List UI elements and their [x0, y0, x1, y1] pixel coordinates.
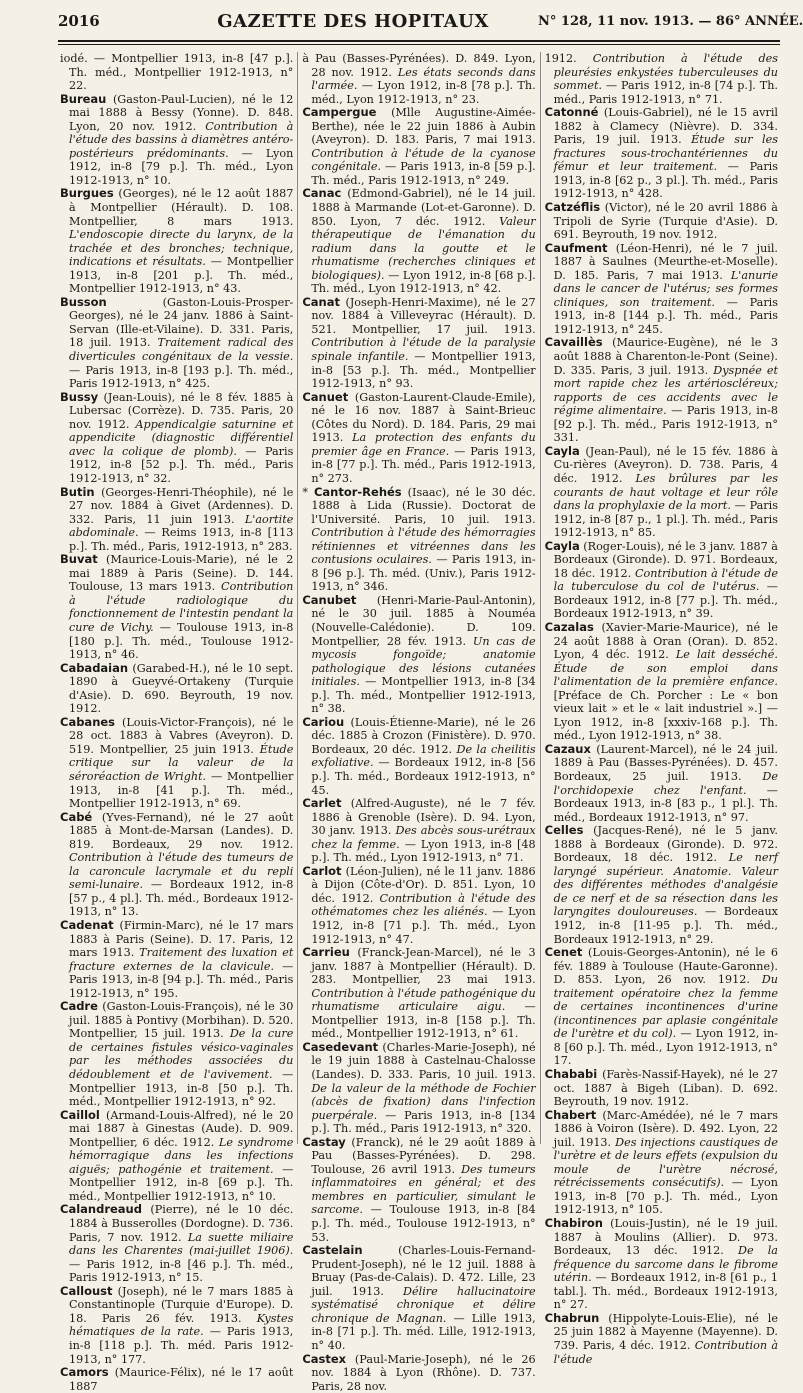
thesis-title: Des injections caustiques de l'urètre et de leurs effets (expulsion du moule de l'urètre nécrosé, rétrécissements consécutifs). — [554, 1136, 778, 1190]
author-name: Caufment — [545, 241, 608, 255]
thesis-entry — [302, 391, 535, 486]
entry-text: — Paris 1913, in-8 [92 p.]. Th. méd., Paris 1912-1913, n° 331. — [554, 404, 778, 444]
author-name: Buvat — [60, 552, 98, 566]
entry-text: (Firmin-Marc), né le 17 mars 1883 à Paris (Seine). D. 17. Paris, 12 mars 1913. — [69, 919, 293, 959]
header-rule-thin — [58, 44, 780, 45]
thesis-title: Les états seconds dans l'armée. — [311, 66, 535, 93]
entry-text: — Bordeaux 1913, in-8 [83 p., 1 pl.]. Th. méd., Bordeaux 1912-1913, n° 97. — [554, 784, 778, 824]
author-name: Castay — [302, 1135, 345, 1149]
entry-text: — Montpellier 1913, in-8 [53 p.]. Th. méd., Montpellier 1912-1913, n° 93. — [311, 350, 535, 390]
author-name: Cabadaian — [60, 661, 128, 675]
thesis-title: Le lait desséché. Étude de son emploi dans l'alimentation de la première enfance. — [554, 648, 778, 688]
thesis-entry — [302, 797, 535, 865]
author-name: Bureau — [60, 92, 106, 106]
entry-text: — Paris 1913, in-8 [96 p.]. Th. méd. (Univ.), Paris 1912-1913, n° 346. — [311, 553, 535, 593]
entry-text: (Louis-Justin), né le 19 juil. 1887 à Moulins (Allier). D. 973. Bordeaux, 13 déc. 1912. — [554, 1217, 778, 1257]
entry-text: — Bordeaux 1912, in-8 [11-95 p.]. Th. méd., Bordeaux 1912-1913, n° 29. — [554, 905, 778, 945]
entry-text: (Gaston-Laurent-Claude-Emile), né le 16 nov. 1887 à Saint-Brieuc (Côtes du Nord). D. 184. Paris, 29 mai 1913. — [311, 391, 535, 445]
entry-text: — Paris 1912, in-8 [46 p.]. Th. méd., Paris 1912-1913, n° 15. — [69, 1258, 293, 1285]
thesis-entry — [302, 1136, 535, 1244]
thesis-entry — [545, 242, 778, 337]
thesis-title: Dyspnée et mort rapide chez les artérioscléreux; rapports de ces accidents avec le régime alimentaire. — [554, 364, 778, 418]
thesis-entry — [302, 1041, 535, 1136]
entry-text: (Gaston-Paul-Lucien), né le 12 mai 1888 à Bessy (Yonne). D. 848. Lyon, 20 nov. 1912. — [69, 93, 293, 133]
entry-text: (Marc-Amédée), né le 7 mars 1886 à Voiron (Isère). D. 492. Lyon, 22 juil. 1913. — [554, 1109, 778, 1149]
thesis-entry — [302, 594, 535, 716]
entry-text: (Maurice-Félix), né le 17 août 1887 — [69, 1366, 293, 1393]
entry-text: (Léon-Henri), né le 7 juil. 1887 à Saulnes (Meurthe-et-Moselle). D. 185. Paris, 7 mai 1913. — [554, 242, 778, 282]
author-name: Catzéflis — [545, 200, 601, 214]
thesis-entry — [60, 1109, 293, 1204]
entry-text: — Lyon 1912, in-8 [60 p.]. Th. méd., Lyon 1912-1913, n° 17. — [554, 1027, 778, 1067]
page-header — [58, 4, 778, 38]
column-1 — [60, 52, 293, 1144]
thesis-title: La suette miliaire dans les Charentes (mai-juillet 1906). — [69, 1231, 293, 1258]
entry-text: — Montpellier 1913, in-8 [50 p.]. Th. méd., Montpellier 1912-1913, n° 92. — [69, 1068, 293, 1108]
thesis-entry — [60, 662, 293, 716]
author-name: Cantor-Rehés — [314, 485, 402, 499]
thesis-entry — [60, 187, 293, 295]
thesis-entry — [60, 486, 293, 554]
entry-text: — Lyon 1912, in-8 [79 p.]. Th. méd., Lyon 1912-1913, n° 10. — [69, 147, 293, 187]
thesis-entry — [302, 106, 535, 187]
entry-text: (Jean-Paul), né le 15 fév. 1886 à Cu-rières (Aveyron). D. 738. Paris, 4 déc. 1912. — [554, 445, 778, 485]
entry-text: — Paris 1913, in-8 [193 p.]. Th. méd., Paris 1912-1913, n° 425. — [69, 364, 293, 391]
author-name: Casedevant — [302, 1040, 378, 1054]
thesis-entry — [302, 1353, 535, 1393]
entry-text: — Paris 1913, in-8 [134 p.]. Th. méd., Paris 1912-1913, n° 320. — [311, 1109, 535, 1136]
thesis-title: La protection des enfants du premier âge en France. — [311, 431, 535, 458]
author-name: Cayla — [545, 539, 580, 553]
author-name: Celles — [545, 823, 584, 837]
entry-text: (Charles-Louis-Fernand-Prudent-Joseph), né le 12 juil. 1888 à Bruay (Pas-de-Calais). D. 472. Lille, 23 juil. 1913. — [311, 1244, 535, 1298]
entry-text: (Edmond-Gabriel), né le 14 juil. 1888 à Marmande (Lot-et-Garonne). D. 850. Lyon, 7 déc. 1912. — [311, 187, 535, 227]
thesis-title: Étude sur les fractures sous-trochantériennes du fémur et leur traitement. — [554, 133, 778, 173]
entry-text: (Joseph), né le 7 mars 1885 à Constantinople (Turquie d'Europe). D. 18. Paris 26 fév. 1913. — [69, 1285, 293, 1325]
entry-text: (Jean-Louis), né le 8 fév. 1885 à Lubersac (Corrèze). D. 735. Paris, 20 nov. 1912. — [69, 391, 293, 431]
entry-text: — Montpellier 1913, in-8 [41 p.]. Th. méd., Montpellier 1912-1913, n° 69. — [69, 770, 293, 810]
entry-text: — Montpellier 1913, in-8 [201 p.]. Th. méd., Montpellier 1912-1913, n° 43. — [69, 255, 293, 295]
author-name: Cazaux — [545, 742, 591, 756]
entry-text: à Pau (Basses-Pyrénées). D. 849. Lyon, 28 nov. 1912. — [302, 52, 535, 79]
entry-text: iodé. — Montpellier 1913, in-8 [47 p.]. Th. méd., Montpellier 1912-1913, n° 22. — [60, 52, 293, 92]
thesis-entry — [60, 1000, 293, 1108]
entry-text: (Gaston-Louis-François), né le 30 juil. 1885 à Pontivy (Morbihan). D. 520. Montpellier, 15 juil. 1913. — [69, 1000, 293, 1040]
entry-text: — Paris 1912, in-8 [87 p., 1 pl.]. Th. méd., Paris 1912-1913, n° 85. — [554, 499, 778, 539]
author-name: Canac — [302, 186, 341, 200]
thesis-entry — [60, 1366, 293, 1393]
thesis-title: De la valeur de la méthode de Fochier (abcès de fixation) dans l'infection puerpérale. — [311, 1082, 535, 1122]
thesis-entry — [545, 201, 778, 242]
thesis-title: Contribution à l'étude des pleurésies enkystées tuberculeuses du sommet. — [554, 52, 778, 92]
thesis-title: De la cheilitis exfoliative. — [311, 743, 535, 770]
entry-text: — Paris 1913, in-8 [62 p., 3 pl.]. Th. méd., Paris 1912-1913, n° 428. — [554, 160, 778, 200]
thesis-title: De la fréquence du sarcome dans le fibrome utérin. — [554, 1244, 778, 1284]
thesis-entry — [60, 93, 293, 188]
thesis-title: De la cure de certaines fistules vésico-vaginales par les méthodes associées du dédoublement et de l'avivement. — [69, 1027, 293, 1081]
entry-text: — Paris 1913, in-8 [77 p.]. Th. méd., Paris 1912-1913, n° 273. — [311, 445, 535, 485]
author-name: Butin — [60, 485, 95, 499]
entry-text: (Charles-Marie-Joseph), né le 19 juin 1888 à Castelnau-Chalosse (Landes). D. 333. Paris, 10 juil. 1913. — [311, 1041, 535, 1081]
thesis-title: Contribution à l'étude pathogénique du rhumatisme articulaire aigu. — [311, 987, 535, 1014]
thesis-entry — [545, 540, 778, 621]
thesis-entry — [545, 824, 778, 946]
author-name: Carlot — [302, 864, 341, 878]
entry-text: — Paris 1913, in-8 [144 p.]. Th. méd., Paris 1912-1913, n° 245. — [554, 296, 778, 336]
thesis-entry — [302, 716, 535, 797]
entry-text: — Toulouse 1913, in-8 [180 p.]. Th. méd., Toulouse 1912-1913, n° 46. — [69, 621, 293, 661]
entry-text: — Lille 1913, in-8 [71 p.]. Th. méd. Lille, 1912-1913, n° 40. — [311, 1312, 535, 1352]
thesis-entry — [545, 106, 778, 201]
entry-text: — Paris 1913, in-8 [59 p.]. Th. méd., Paris 1912-1913, n° 249. — [311, 160, 535, 187]
entry-text: — Montpellier 1912, in-8 [69 p.]. Th. méd., Montpellier 1912-1913, n° 10. — [69, 1163, 293, 1203]
entry-text: — Bordeaux 1912, in-8 [77 p.]. Th. méd., Bordeaux 1912-1913, n° 39. — [554, 580, 778, 620]
entry-text: — Montpellier 1913, in-8 [34 p.]. Th. méd., Montpellier 1912-1913, n° 38. — [311, 675, 535, 715]
entry-text: (Farès-Nassif-Hayek), né le 27 oct. 1887 à Bigeh (Liban). D. 692. Beyrouth, 19 nov. 1912. — [554, 1068, 778, 1108]
author-name: Cabanes — [60, 715, 115, 729]
entry-text: (Garabed-H.), né le 10 sept. 1890 à Gueyvé-Ortakeny (Turquie d'Asie). D. 690. Beyrouth, 19 nov. 1912. — [69, 662, 293, 716]
author-name: Chabrun — [545, 1311, 600, 1325]
entry-text: — Montpellier 1913, in-8 [158 p.]. Th. méd., Montpellier 1912-1913, n° 61. — [311, 1000, 535, 1040]
header-rule-thick — [58, 40, 780, 42]
thesis-title: Un cas de mycosis fongoïde; anatomie pathologique des lésions cutanées initiales. — [311, 635, 535, 689]
thesis-entry — [545, 743, 778, 824]
author-name: Carlet — [302, 796, 341, 810]
entry-text: (Xavier-Marie-Maurice), né le 24 août 1888 à Oran (Oran). D. 852. Lyon, 4 déc. 1912. — [554, 621, 778, 661]
thesis-title: Traitement radical des diverticules congénitaux de la vessie. — [69, 336, 293, 363]
entry-text: — Bordeaux 1912, in-8 [57 p., 4 pl.]. Th. méd., Bordeaux 1912-1913, n° 13. — [69, 878, 293, 918]
entry-text: (Victor), né le 20 avril 1886 à Tripoli de Syrie (Turquie d'Asie). D. 691. Beyrouth, 19 nov. 1912. — [554, 201, 778, 241]
entry-text: (Hippolyte-Louis-Elie), né le 25 juin 1882 à Mayenne (Mayenne). D. 739. Paris, 4 déc. 1912. — [554, 1312, 778, 1352]
thesis-title: Contribution à l'étude des tumeurs de la caroncule lacrymale et du repli semi-lunaire. — [69, 851, 293, 891]
entry-text: (Henri-Marie-Paul-Antonin), né le 30 juil. 1885 à Nouméa (Nouvelle-Calédonie). D. 109. Montpellier, 28 fév. 1913. — [311, 594, 535, 648]
author-name: Chababi — [545, 1067, 598, 1081]
entry-text: — Lyon 1912, in-8 [78 p.]. Th. méd., Lyon 1912-1913, n° 23. — [311, 79, 535, 106]
thesis-entry — [545, 1109, 778, 1217]
entry-text: (Armand-Louis-Alfred), né le 20 mai 1887 à Ginestas (Aude). D. 909. Montpellier, 6 déc. 1912. — [69, 1109, 293, 1149]
author-name: Cadenat — [60, 918, 114, 932]
thesis-title: L'anurie dans le cancer de l'utérus; ses formes cliniques, son traitement. — [554, 269, 778, 309]
thesis-entry — [302, 486, 535, 594]
thesis-title: Contribution à l'étude de la paralysie spinale infantile. — [311, 336, 535, 363]
entry-text: (Joseph-Henri-Maxime), né le 27 nov. 1884 à Villeveyrac (Hérault). D. 521. Montpellier, 17 juil. 1913. — [311, 296, 535, 336]
thesis-entry — [60, 391, 293, 486]
entry-text: (Jacques-René), né le 5 janv. 1888 à Bordeaux (Gironde). D. 972. Bordeaux, 18 déc. 1912. — [554, 824, 778, 864]
thesis-title: Contribution à l'étude de la tuberculose du col de l'utérus. — [554, 567, 778, 594]
thesis-entry — [60, 296, 293, 391]
thesis-entry — [545, 445, 778, 540]
author-name: Canuet — [302, 390, 348, 404]
entry-text: (Louis-Victor-François), né le 28 oct. 1883 à Vabres (Aveyron). D. 519. Montpellier, 25 juin 1913. — [69, 716, 293, 756]
thesis-entry — [545, 52, 778, 106]
thesis-title: Des abcès sous-urétraux chez la femme. — [311, 824, 535, 851]
entry-text: (Maurice-Eugène), né le 3 août 1888 à Charenton-le-Pont (Seine). D. 335. Paris, 3 juil. 1913. — [554, 336, 778, 376]
thesis-title: Contribution à l'étude — [554, 1339, 778, 1366]
entry-text: (Léon-Julien), né le 11 janv. 1886 à Dijon (Côte-d'Or). D. 851. Lyon, 10 déc. 1912. — [311, 865, 535, 905]
author-name: Calandreaud — [60, 1202, 142, 1216]
entry-text: * — [302, 486, 314, 499]
thesis-title: Contribution à l'étude radiologique du fonctionnement de l'intestin pendant la cure de Vichy. — [69, 580, 293, 634]
entry-text: — Paris 1913, in-8 [94 p.]. Th. méd., Paris 1912-1913, n° 195. — [69, 960, 293, 1000]
entry-text: (Gaston-Louis-Prosper-Georges), né le 24 janv. 1886 à Saint-Servan (Ille-et-Vilaine). D. 331. Paris, 18 juil. 1913. — [69, 296, 293, 350]
entry-text: — Lyon 1913, in-8 [48 p.]. Th. méd., Lyon 1912-1913, n° 71. — [311, 838, 535, 865]
thesis-entry — [545, 1217, 778, 1312]
text-columns — [60, 52, 778, 1144]
entry-text: (Georges-Henri-Théophile), né le 27 nov. 1884 à Givet (Ardennes). D. 332. Paris, 11 juin 1913. — [69, 486, 293, 526]
author-name: Camors — [60, 1365, 109, 1379]
thesis-title: Contribution à l'étude de la cyanose congénitale. — [311, 147, 535, 174]
thesis-entry — [60, 716, 293, 811]
author-name: Castelain — [302, 1243, 362, 1257]
author-name: Bussy — [60, 390, 98, 404]
thesis-title: L'aortite abdominale. — [69, 513, 293, 540]
thesis-entry — [60, 553, 293, 661]
entry-text: (Alfred-Auguste), né le 7 fév. 1886 à Grenoble (Isère). D. 94. Lyon, 30 janv. 1913. — [311, 797, 535, 837]
thesis-entry — [60, 1285, 293, 1366]
thesis-title: Valeur thérapeutique de l'émanation du radium dans la goutte et le rhumatisme (recherches cliniques et biologiques). — [311, 215, 535, 282]
thesis-entry — [302, 52, 535, 106]
thesis-entry — [545, 946, 778, 1068]
author-name: Cenet — [545, 945, 583, 959]
author-name: Caillol — [60, 1108, 100, 1122]
thesis-title: Des tumeurs inflammatoires en général; et des membres en particulier, simulant le sarcome. — [311, 1163, 535, 1217]
thesis-entry — [60, 811, 293, 919]
entry-text: — Paris 1913, in-8 [118 p.]. Th. méd. Paris 1912-1913, n° 177. — [69, 1325, 293, 1365]
entry-text: (Isaac), né le 30 déc. 1888 à Lida (Russie). Doctorat de l'Université. Paris, 10 juil. 1913. — [311, 486, 535, 526]
entry-text: (Roger-Louis), né le 3 janv. 1887 à Bordeaux (Gironde). D. 971. Bordeaux, 18 déc. 1912. — [554, 540, 778, 580]
entry-text: — Paris 1912, in-8 [52 p.]. Th. méd., Paris 1912-1913, n° 32. — [69, 445, 293, 485]
entry-text: (Franck), né le 29 août 1889 à Pau (Basses-Pyrénées). D. 298. Toulouse, 26 avril 1913. — [311, 1136, 535, 1176]
thesis-title: Appendicalgie saturnine et appendicite (diagnostic différentiel avec la colique de plomb). — [69, 418, 293, 458]
thesis-entry — [302, 187, 535, 295]
thesis-title: Le syndrome hémorragique dans les infections aiguës; pathogénie et traitement. — [69, 1136, 293, 1176]
entry-text: (Pierre), né le 10 déc. 1884 à Busserolles (Dordogne). D. 736. Paris, 7 nov. 1912. — [69, 1203, 293, 1243]
author-name: Burgues — [60, 186, 114, 200]
entry-text: (Paul-Marie-Joseph), né le 26 nov. 1884 à Lyon (Rhône). D. 737. Paris, 28 nov. — [311, 1353, 535, 1393]
entry-text: (Louis-Georges-Antonin), né le 6 fév. 1889 à Toulouse (Haute-Garonne). D. 853. Lyon, 26 nov. 1912. — [554, 946, 778, 986]
thesis-title: Contribution à l'étude des othématomes chez les aliénés. — [311, 892, 535, 919]
author-name: Chabert — [545, 1108, 597, 1122]
thesis-entry — [545, 336, 778, 444]
journal-title: GAZETTE DES HOPITAUX — [168, 11, 538, 32]
entry-text: — Lyon 1913, in-8 [70 p.]. Th. méd., Lyon 1912-1913, n° 105. — [554, 1176, 778, 1216]
thesis-title: Les brûlures par les courants de haut voltage et leur rôle dans la prophylaxie de la mort. — [554, 472, 778, 512]
author-name: Carrieu — [302, 945, 349, 959]
entry-text: (Mlle Augustine-Aimée-Berthe), née le 22 juin 1886 à Aubin (Aveyron). D. 183. Paris, 7 mai 1913. — [311, 106, 535, 146]
thesis-title: Étude critique sur la valeur de la séroréaction de Wright. — [69, 743, 293, 783]
thesis-entry — [60, 1203, 293, 1284]
column-3 — [545, 52, 778, 1144]
entry-text: 1912. — [545, 52, 593, 65]
entry-text: (Louis-Étienne-Marie), né le 26 déc. 1885 à Crozon (Finistère). D. 970. Bordeaux, 20 déc. 1912. — [311, 716, 535, 756]
column-2 — [302, 52, 535, 1144]
issue-info: N° 128, 11 nov. 1913. — 86° ANNÉE. — [538, 14, 778, 29]
thesis-title: Kystes hématiques de la rate. — [69, 1312, 293, 1339]
thesis-entry — [545, 1068, 778, 1109]
entry-text: (Georges), né le 12 août 1887 à Montpellier (Hérault). D. 108. Montpellier, 8 mars 1913. — [69, 187, 293, 227]
author-name: Castex — [302, 1352, 346, 1366]
author-name: Catonné — [545, 105, 599, 119]
author-name: Busson — [60, 295, 107, 309]
entry-text: — Reims 1913, in-8 [113 p.]. Th. méd., Paris, 1912-1913, n° 283. — [69, 526, 293, 553]
thesis-entry — [545, 621, 778, 743]
thesis-title: Le nerf laryngé supérieur. Anatomie. Valeur des différentes méthodes d'analgésie de ce nerf et de sa résection dans les laryngites douloureuses. — [554, 851, 778, 918]
entry-text: (Louis-Gabriel), né le 15 avril 1882 à Clamecy (Nièvre). D. 334. Paris, 19 juil. 1913. — [554, 106, 778, 146]
author-name: Calloust — [60, 1284, 113, 1298]
thesis-entry — [545, 1312, 778, 1366]
page-number: 2016 — [58, 12, 168, 30]
thesis-entry — [60, 919, 293, 1000]
entry-text: — Lyon 1912, in-8 [68 p.]. Th. méd., Lyon 1912-1913, n° 42. — [311, 269, 535, 296]
entry-text: (Laurent-Marcel), né le 24 juil. 1889 à Pau (Basses-Pyrénées). D. 457. Bordeaux, 25 juil. 1913. — [554, 743, 778, 783]
entry-text: (Franck-Jean-Marcel), né le 3 janv. 1887 à Montpellier (Hérault). D. 283. Montpellier, 23 mai 1913. — [311, 946, 535, 986]
author-name: Cayla — [545, 444, 580, 458]
thesis-entry — [60, 52, 293, 93]
author-name: Canubet — [302, 593, 356, 607]
author-name: Canat — [302, 295, 340, 309]
author-name: Cavaillès — [545, 335, 603, 349]
thesis-entry — [302, 296, 535, 391]
author-name: Cadre — [60, 999, 98, 1013]
thesis-title: Du traitement opératoire chez la femme de certaines incontinences d'urine (incontinences par aplasie congénitale de l'urètre et du col). — [554, 973, 778, 1040]
author-name: Cariou — [302, 715, 344, 729]
author-name: Campergue — [302, 105, 376, 119]
entry-text: (Maurice-Louis-Marie), né le 2 mai 1889 à Paris (Seine). D. 144. Toulouse, 13 mars 1913. — [69, 553, 293, 593]
entry-text: — Bordeaux 1912, in-8 [56 p.]. Th. méd., Bordeaux 1912-1913, n° 45. — [311, 756, 535, 796]
entry-text: — Toulouse 1913, in-8 [84 p.]. Th. méd., Toulouse 1912-1913, n° 53. — [311, 1203, 535, 1243]
thesis-title: Traitement des luxation et fracture externes de la clavicule. — [69, 946, 293, 973]
entry-text: — Bordeaux 1912, in-8 [61 p., 1 tabl.]. Th. méd., Bordeaux 1912-1913, n° 27. — [554, 1271, 778, 1311]
entry-text: — Paris 1912, in-8 [74 p.]. Th. méd., Paris 1912-1913, n° 71. — [554, 79, 778, 106]
author-name: Cabé — [60, 810, 92, 824]
thesis-title: De l'orchidopexie chez l'enfant. — [554, 770, 778, 797]
entry-text: [Préface de Ch. Porcher : Le « bon vieux lait » et le « lait industriel ».] — Lyon 1912, in-8 [xxxiv-168 p.]. Th. méd., Lyon 1912-1913, n° 38. — [554, 689, 778, 743]
author-name: Chabiron — [545, 1216, 603, 1230]
thesis-entry — [302, 946, 535, 1041]
thesis-title: L'endoscopie directe du larynx, de la trachée et des bronches; technique, indications et résultats. — [69, 228, 293, 268]
thesis-title: Délire hallucinatoire systématisé chronique et délire chronique de Magnan. — [311, 1285, 535, 1325]
entry-text: — Lyon 1912, in-8 [71 p.]. Th. méd., Lyon 1912-1913, n° 47. — [311, 905, 535, 945]
thesis-entry — [302, 1244, 535, 1352]
entry-text: (Yves-Fernand), né le 27 août 1885 à Mont-de-Marsan (Landes). D. 819. Bordeaux, 29 nov. 1912. — [69, 811, 293, 851]
thesis-title: Contribution à l'étude des bassins à diamètres antéro-postérieurs prédominants. — [69, 120, 293, 160]
thesis-entry — [302, 865, 535, 946]
thesis-title: Contribution à l'étude des hémorragies rétiniennes et vitréennes dans les contusions oculaires. — [311, 526, 535, 566]
author-name: Cazalas — [545, 620, 594, 634]
